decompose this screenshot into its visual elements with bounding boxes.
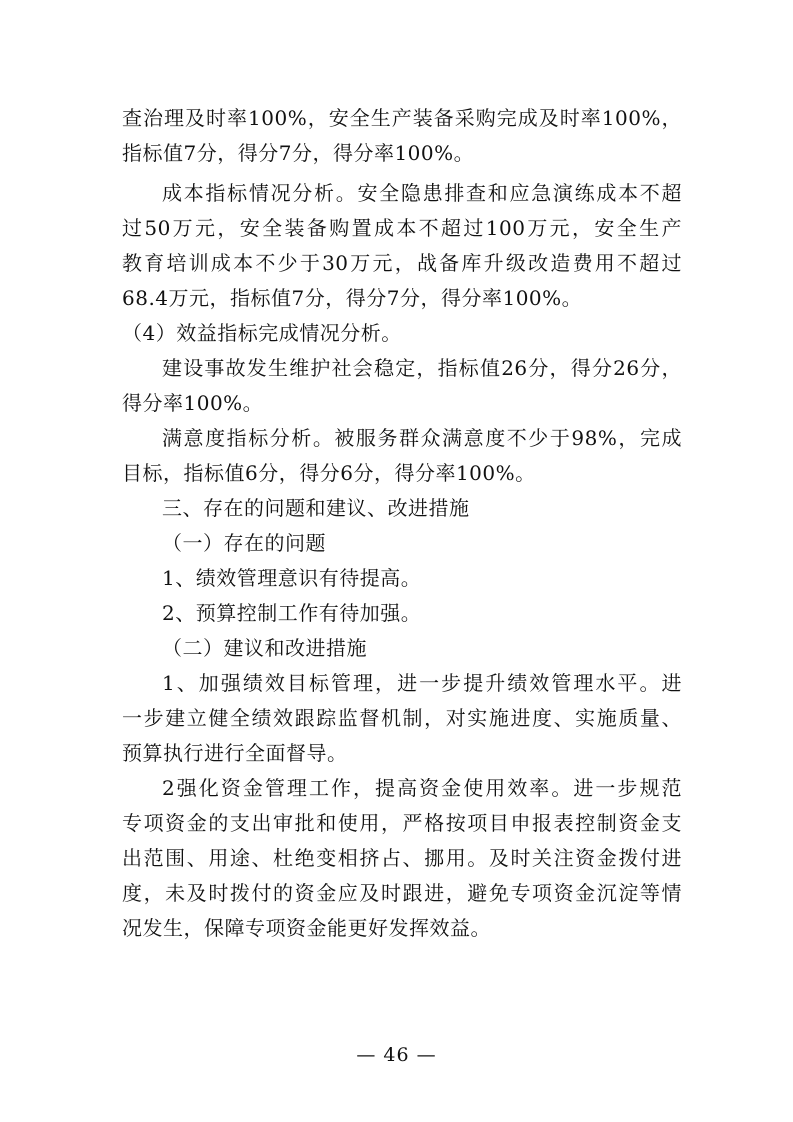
text-line: 过50万元，安全装备购置成本不超过100万元，安全生产 [122, 216, 682, 240]
text-line: 得分率100%。 [122, 391, 264, 415]
text-line: 目标，指标值6分，得分6分，得分率100%。 [122, 461, 536, 485]
text-line: 68.4万元，指标值7分，得分7分，得分率100%。 [122, 286, 583, 310]
text-line: 出范围、用途、杜绝变相挤占、挪用。及时关注资金拨付进 [122, 846, 682, 870]
list-item: 2、预算控制工作有待加强。 [162, 601, 422, 625]
text-line: 况发生，保障专项资金能更好发挥效益。 [122, 916, 491, 940]
text-line: 度，未及时拨付的资金应及时跟进，避免专项资金沉淀等情 [122, 881, 682, 905]
text-line: 满意度指标分析。被服务群众满意度不少于98%，完成 [162, 426, 682, 450]
text-line: 建设事故发生维护社会稳定，指标值26分，得分26分， [162, 356, 682, 380]
text-line: 预算执行进行全面督导。 [122, 741, 348, 765]
text-line: 专项资金的支出审批和使用，严格按项目申报表控制资金支 [122, 811, 682, 835]
subsection-heading: （二）建议和改进措施 [162, 636, 367, 660]
subsection-heading: （一）存在的问题 [162, 531, 326, 555]
text-line: 一步建立健全绩效跟踪监督机制，对实施进度、实施质量、 [122, 706, 682, 730]
text-line: 1、加强绩效目标管理，进一步提升绩效管理水平。进 [162, 671, 682, 695]
list-item: 1、绩效管理意识有待提高。 [162, 566, 422, 590]
page-number: — 46 — [356, 1044, 437, 1066]
text-line: 指标值7分，得分7分，得分率100%。 [122, 141, 475, 165]
text-line: 查治理及时率100%，安全生产装备采购完成及时率100%， [122, 106, 682, 130]
text-line: 2强化资金管理工作，提高资金使用效率。进一步规范 [162, 776, 682, 800]
text-line: 成本指标情况分析。安全隐患排查和应急演练成本不超 [162, 181, 682, 205]
text-line: 教育培训成本不少于30万元，战备库升级改造费用不超过 [122, 251, 682, 275]
section-heading: （4）效益指标完成情况分析。 [122, 321, 402, 345]
section-heading: 三、存在的问题和建议、改进措施 [162, 496, 470, 520]
